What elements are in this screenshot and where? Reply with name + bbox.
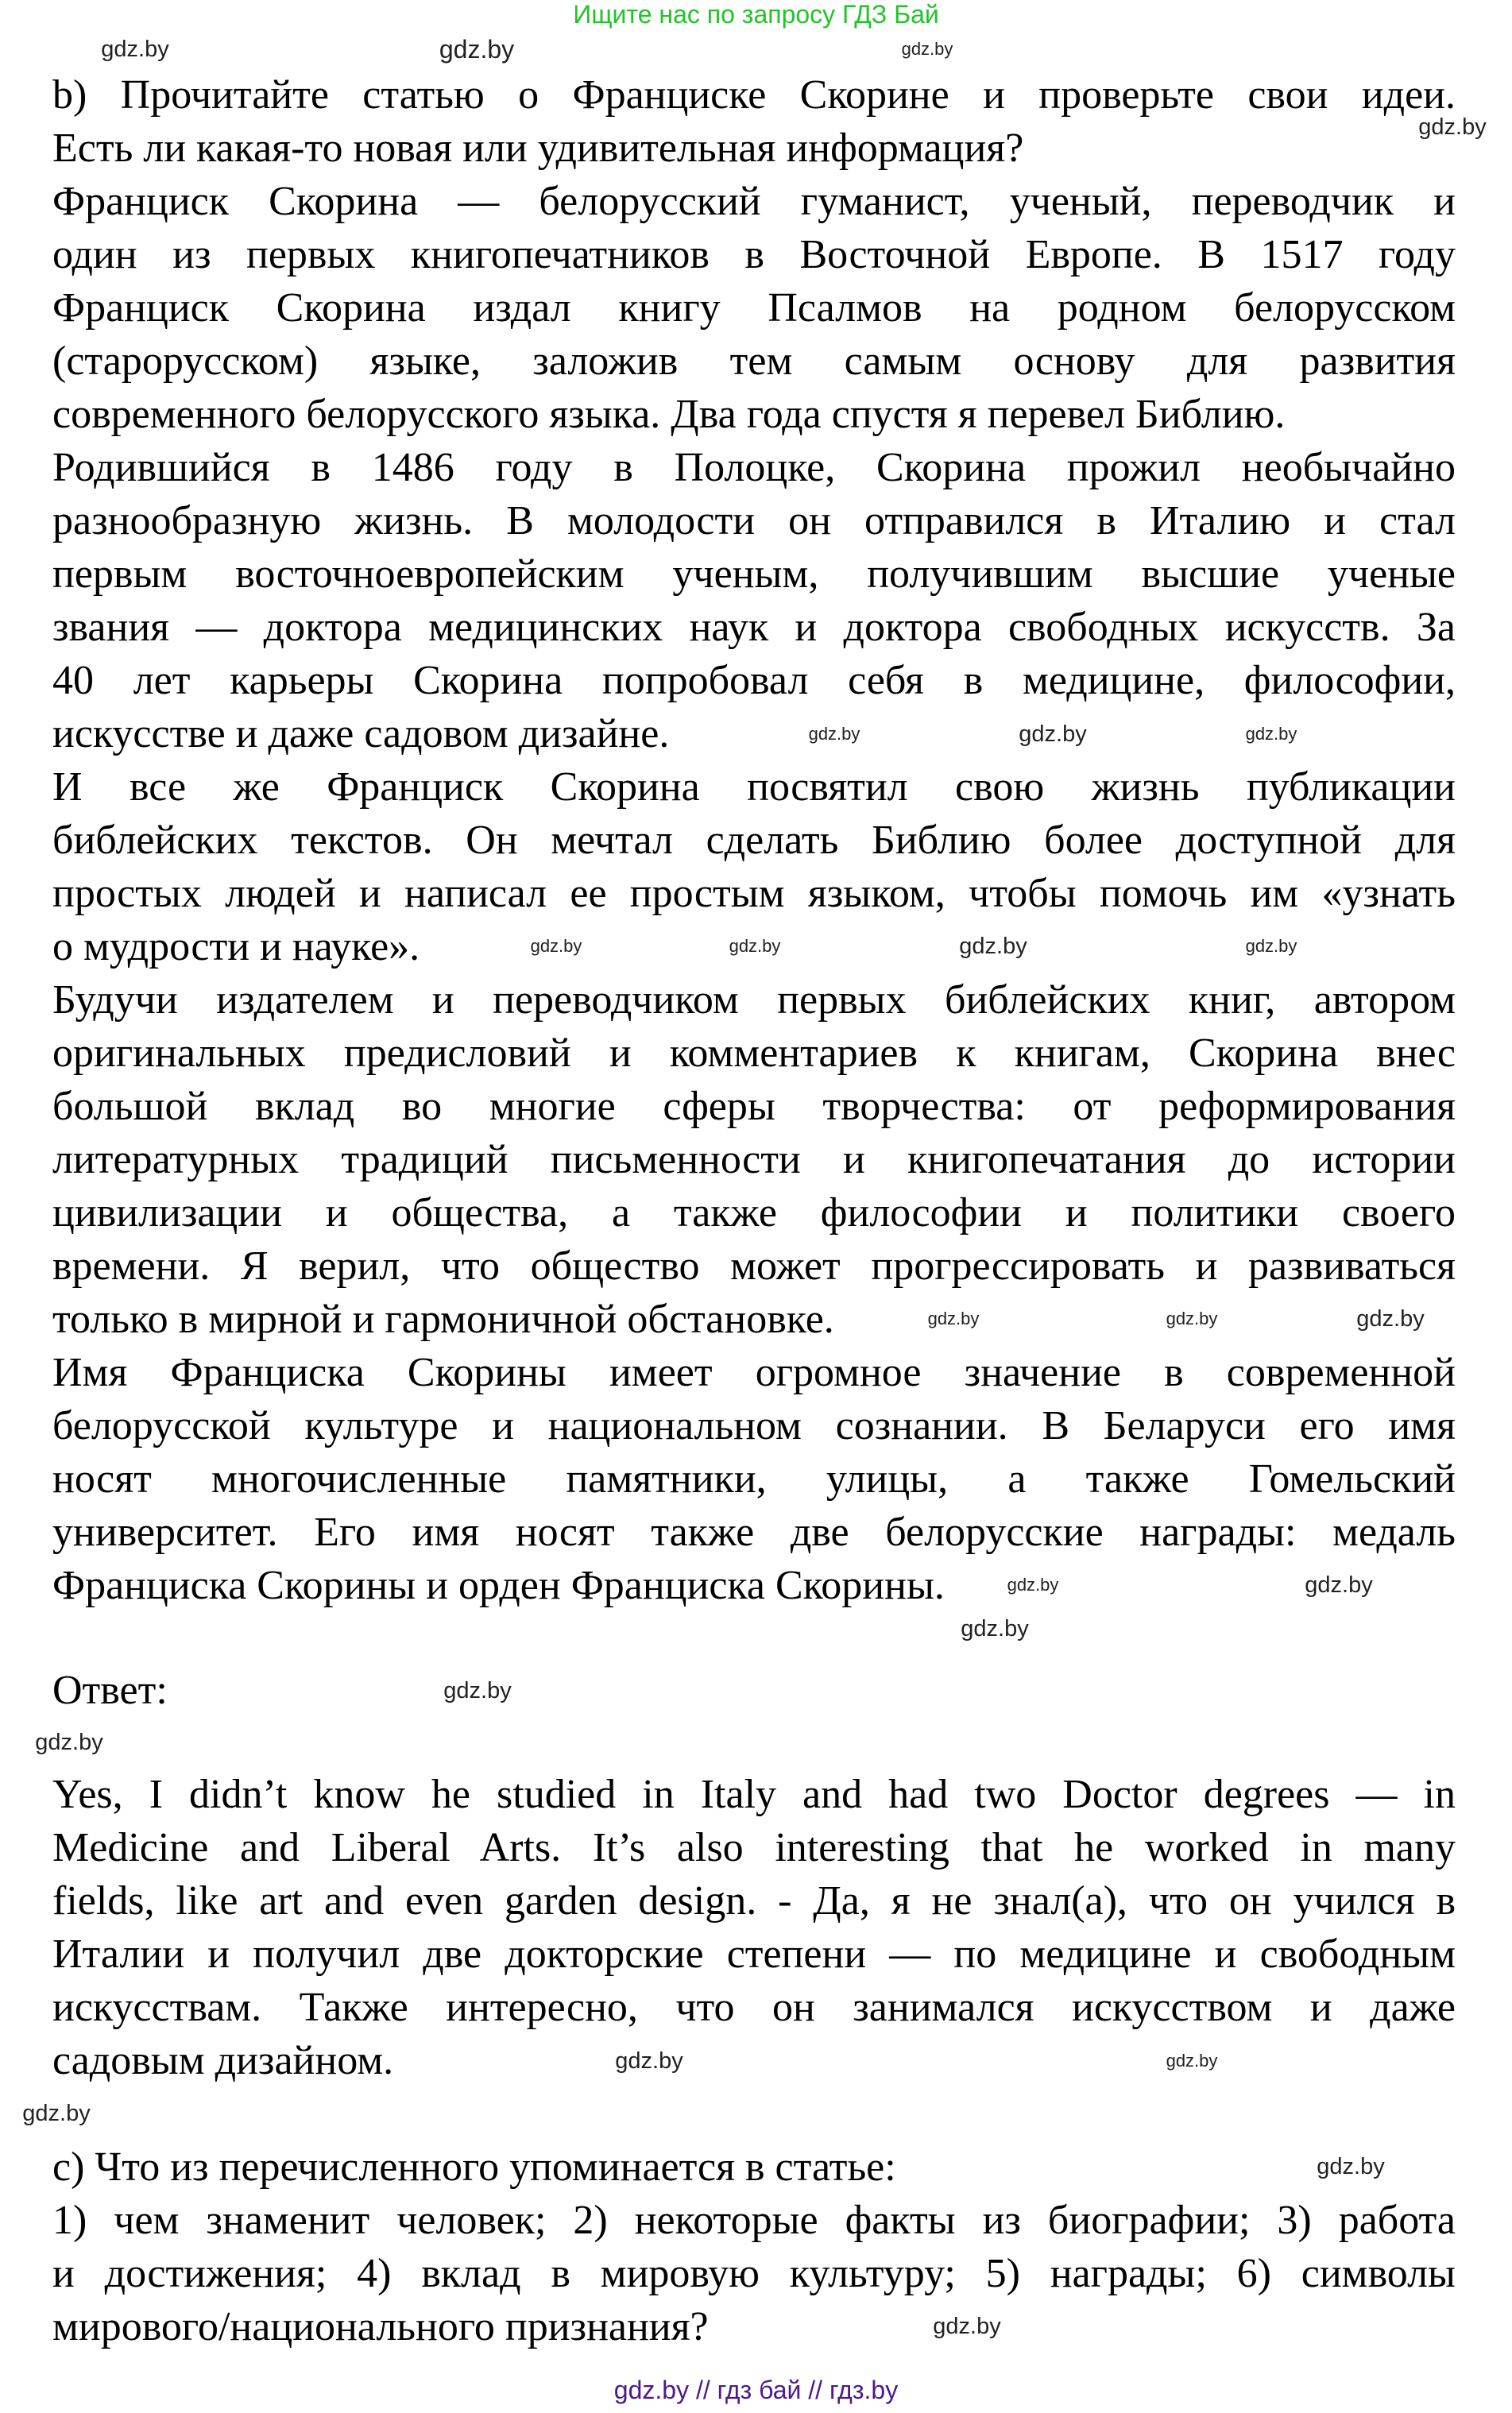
article-line: Родившийся в 1486 году в Полоцке, Скорина прожил необычайно	[52, 445, 1456, 490]
article-line: оригинальных предисловий и комментариев к книгам, Скорина внес	[52, 1031, 1456, 1076]
article-line: времени. Я верил, что общество может прогрессировать и развиваться	[52, 1243, 1456, 1289]
watermark: gdz.by	[1305, 1572, 1373, 1598]
watermark: gdz.by	[1245, 724, 1297, 744]
article-line: 40 лет карьеры Скорина попробовал себя в медицине, философии,	[52, 658, 1456, 703]
watermark: gdz.by	[615, 2048, 683, 2074]
watermark: gdz.by	[530, 936, 582, 956]
watermark: gdz.by	[1166, 2051, 1218, 2071]
watermark: gdz.by	[1418, 114, 1487, 140]
answer-text	[52, 1768, 1456, 2087]
watermark: gdz.by	[1356, 1306, 1425, 1332]
answer-label-block	[52, 1664, 1456, 1717]
task-c-line: и достижения; 4) вклад в мировую культуру; 5) награды; 6) символы	[52, 2251, 1456, 2296]
article-line: литературных традиций письменности и книгопечатания до истории	[52, 1137, 1456, 1182]
watermark: gdz.by	[927, 1309, 980, 1328]
task-b-line: b) Прочитайте статью о Франциске Скорине и проверьте свои идеи.	[52, 72, 1456, 118]
article-line: университет. Его имя носят также две белорусские награды: медаль	[52, 1510, 1456, 1555]
article-line: первым восточноевропейским ученым, получившим высшие ученые	[52, 551, 1456, 597]
watermark: gdz.by	[808, 724, 860, 744]
article-line: только в мирной и гармоничной обстановке.	[52, 1297, 834, 1342]
answer-line: садовым дизайном.	[52, 2038, 394, 2083]
watermark: gdz.by	[1245, 936, 1297, 956]
task-c	[52, 2140, 1456, 2353]
answer-line: Yes, I didn’t know he studied in Italy and had two Doctor degrees — in	[52, 1772, 1456, 1817]
article-line: Франциска Скорины и орден Франциска Скорины.	[52, 1563, 945, 1608]
answer-label: Ответ:	[52, 1668, 168, 1713]
article-line: Будучи издателем и переводчиком первых библейских книг, автором	[52, 977, 1456, 1023]
search-banner: Ищите нас по запросу ГДЗ Бай	[573, 0, 939, 29]
watermark: gdz.by	[22, 2101, 91, 2126]
article-line: носят многочисленные памятники, улицы, а также Гомельский	[52, 1456, 1456, 1502]
task-c-line: 1) чем знаменит человек; 2) некоторые факты из биографии; 3) работа	[52, 2198, 1456, 2243]
watermark: gdz.by	[101, 37, 169, 62]
watermark: gdz.by	[1019, 721, 1087, 747]
watermark: gdz.by	[933, 2314, 1001, 2339]
article-line: Франциск Скорина — белорусский гуманист, ученый, переводчик и	[52, 179, 1456, 224]
article-line: большой вклад во многие сферы творчества: от реформирования	[52, 1084, 1456, 1129]
article-line: о мудрости и науке».	[52, 924, 420, 969]
watermark: gdz.by	[729, 936, 781, 956]
watermark: gdz.by	[443, 1678, 512, 1703]
watermark: gdz.by	[959, 934, 1027, 959]
watermark: gdz.by	[901, 39, 953, 59]
article-line: простых людей и написал ее простым языком, чтобы помочь им «узнать	[52, 871, 1456, 916]
article-line: (старорусском) языке, заложив тем самым основу для развития	[52, 338, 1456, 384]
article-line: белорусской культуре и национальном сознании. В Беларуси его имя	[52, 1403, 1456, 1448]
footer-links: gdz.by // гдз бай // гдз.by	[613, 2376, 899, 2404]
article-line: Имя Франциска Скорины имеет огромное значение в современной	[52, 1350, 1456, 1395]
watermark: gdz.by	[35, 1730, 103, 1755]
article-line: искусстве и даже садовом дизайне.	[52, 711, 670, 756]
article-line: цивилизации и общества, а также философии и политики своего	[52, 1190, 1456, 1236]
answer-line: искусствам. Также интересно, что он занимался искусством и даже	[52, 1985, 1456, 2030]
answer-line: fields, like art and even garden design. - Да, я не знал(а), что он учился в	[52, 1878, 1456, 1924]
task-b-and-article	[52, 68, 1456, 1612]
watermark: gdz.by	[1317, 2154, 1385, 2179]
watermark: gdz.by	[1166, 1309, 1218, 1328]
article-line: современного белорусского языка. Два года спустя я перевел Библию.	[52, 392, 1286, 437]
watermark: gdz.by	[961, 1616, 1029, 1642]
task-c-line: мирового/национального признания?	[52, 2304, 709, 2349]
article-line: один из первых книгопечатников в Восточной Европе. В 1517 году	[52, 232, 1456, 277]
article-line: библейских текстов. Он мечтал сделать Библию более доступной для	[52, 818, 1456, 863]
task-c-heading: c) Что из перечисленного упоминается в статье:	[52, 2144, 896, 2190]
article-line: звания — доктора медицинских наук и доктора свободных искусств. За	[52, 605, 1456, 650]
article-line: разнообразную жизнь. В молодости он отправился в Италию и стал	[52, 498, 1456, 543]
answer-line: Италии и получил две докторские степени — по медицине и свободным	[52, 1932, 1456, 1977]
watermark: gdz.by	[1007, 1575, 1059, 1595]
article-line: И все же Франциск Скорина посвятил свою жизнь публикации	[52, 764, 1456, 810]
answer-line: Medicine and Liberal Arts. It’s also interesting that he worked in many	[52, 1825, 1456, 1870]
task-b-line: Есть ли какая-то новая или удивительная информация?	[52, 126, 1024, 171]
watermark: gdz.by	[439, 35, 515, 64]
article-line: Франциск Скорина издал книгу Псалмов на родном белорусском	[52, 285, 1456, 331]
